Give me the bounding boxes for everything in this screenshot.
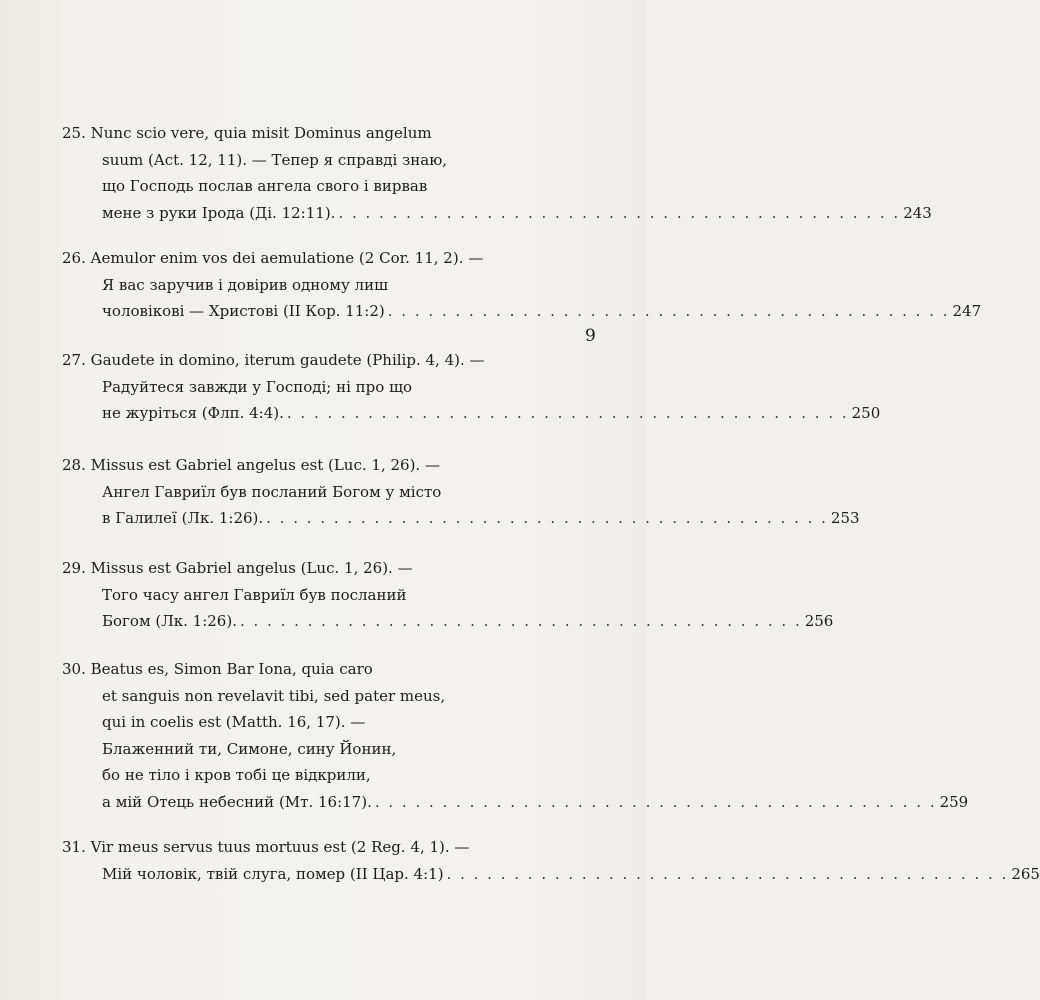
entry-page-number: 243 [903,203,932,222]
entry-line: Я вас заручив і довірив одному лиш [102,275,389,294]
entry-line: 29. Missus est Gabriel angelus (Luc. 1, 26). — [62,559,413,577]
entry-line: Мій чоловік, твій слуга, помер (II Цар. 4:1) [102,864,444,883]
entry-last-line [62,200,932,227]
entry-last-line [62,298,982,325]
dot-leader: . . . . . . . . . . . . . . . . . . . . . . . . . . . . . . . . . . . . . . . . . . [387,302,950,320]
dot-leader: . . . . . . . . . . . . . . . . . . . . . . . . . . . . . . . . . . . . . . . . . . [338,203,901,222]
entry-last-line [62,505,860,532]
page-number: 9 [585,326,596,346]
toc-entry-29 [62,555,834,635]
entry-line: не журіться (Флп. 4:4). [102,404,284,422]
entry-page-number: 259 [939,792,969,811]
entry-last-line [62,400,881,427]
entry-page-number: 265 [1011,864,1040,883]
entry-line: qui in coelis est (Matth. 16, 17). — [102,713,366,731]
toc-entry-27 [62,347,881,427]
toc-entry-30 [62,656,969,815]
entry-line: Богом (Лк. 1:26). [102,612,237,630]
entry-line: що Господь послав ангела свого і вирвав [102,177,428,195]
entry-line: Блаженний ти, Симоне, сину Йонин, [102,739,397,758]
dot-leader: . . . . . . . . . . . . . . . . . . . . . . . . . . . . . . . . . . . . . . . . . . [266,509,828,527]
entry-line: 28. Missus est Gabriel angelus est (Luc. 1, 26). — [62,456,440,474]
dot-leader: . . . . . . . . . . . . . . . . . . . . . . . . . . . . . . . . . . . . . . . . . . [374,792,937,811]
entry-last-line [62,608,834,635]
entry-line: 26. Aemulor enim vos dei aemulatione (2 Cor. 11, 2). — [62,249,484,267]
entry-last-line [62,861,1040,888]
entry-line: et sanguis non revelavit tibi, sed pater meus, [102,686,446,705]
entry-line: бо не тіло і кров тобі це відкрили, [102,766,371,784]
toc-entry-26 [62,245,982,325]
entry-last-line [62,789,969,816]
entry-line: Ангел Гавриїл був посланий Богом у місто [102,482,442,501]
entry-line: suum (Act. 12, 11). — Тепер я справді знаю, [102,150,448,169]
toc-entry-31 [62,834,1040,887]
entry-line: в Галилеї (Лк. 1:26). [102,509,264,527]
entry-line: 27. Gaudete in domino, iterum gaudete (Philip. 4, 4). — [62,351,485,369]
entry-page-number: 256 [804,612,834,630]
dot-leader: . . . . . . . . . . . . . . . . . . . . . . . . . . . . . . . . . . . . . . . . . . [286,404,849,422]
entry-line: чоловікові — Христові (II Кор. 11:2) [102,302,385,320]
toc-entry-28 [62,452,860,532]
dot-leader: . . . . . . . . . . . . . . . . . . . . . . . . . . . . . . . . . . . . . . . . . . [446,864,1009,883]
toc-entry-25 [62,120,932,226]
entry-page-number: 247 [952,302,982,320]
entry-page-number: 253 [830,509,860,527]
entry-page-number: 250 [851,404,881,422]
entry-line: 30. Beatus es, Simon Bar Iona, quia caro [62,660,373,678]
entry-line: Того часу ангел Гавриїл був посланий [102,585,407,604]
entry-line: а мій Отець небесний (Мт. 16:17). [102,792,372,811]
entry-line: Радуйтеся завжди у Господі; ні про що [102,377,413,396]
entry-line: 31. Vir meus servus tuus mortuus est (2 Reg. 4, 1). — [62,838,470,856]
entry-line: мене з руки Ірода (Ді. 12:11). [102,203,336,222]
entry-line: 25. Nunc scio vere, quia misit Dominus angelum [62,124,432,142]
dot-leader: . . . . . . . . . . . . . . . . . . . . . . . . . . . . . . . . . . . . . . . . . . [239,612,802,630]
